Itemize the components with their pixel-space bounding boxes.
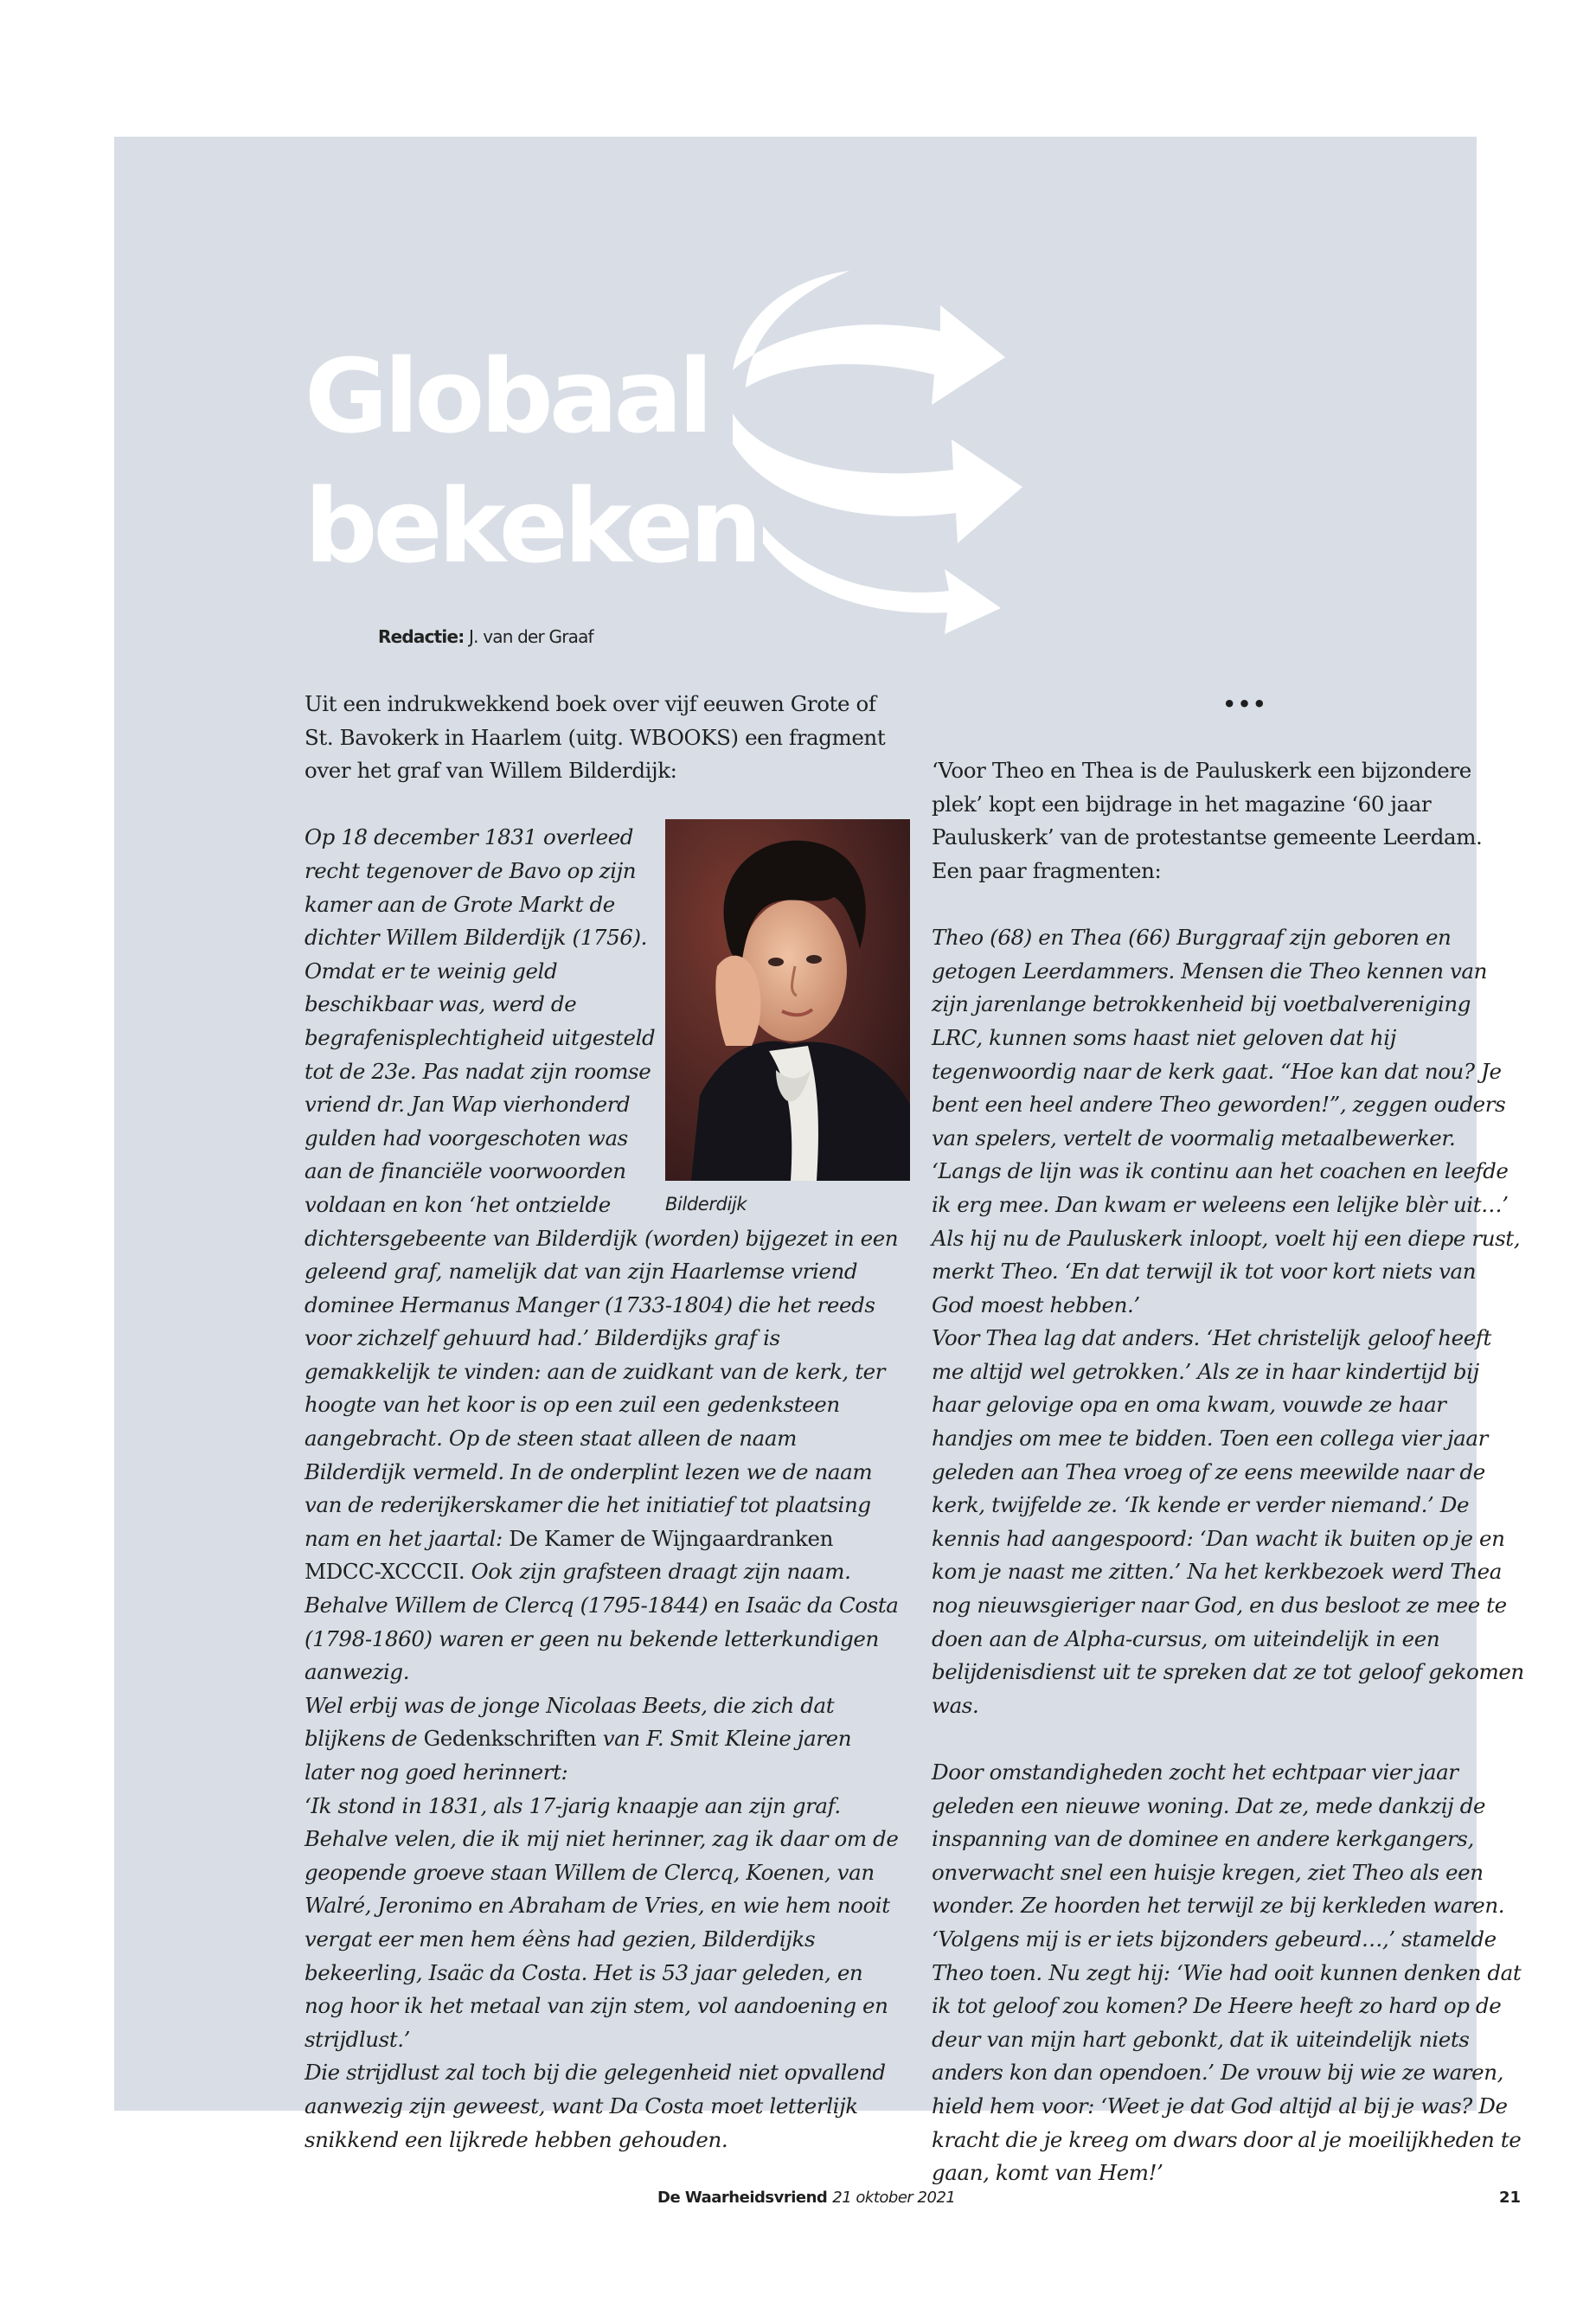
left-column [304, 688, 901, 2157]
quote-p1-part-b: Ook zijn grafsteen draagt zijn naam. Behalve Willem de Clercq (1795-1844) en Isaäc da Costa (1798-1860) waren er geen nu bekende letterkundigen aanwezig. [304, 1559, 899, 1685]
globe-arrows-icon [702, 266, 1152, 638]
content-panel [114, 137, 1524, 2186]
publication-name: De Waarheidsvriend [657, 2189, 828, 2207]
credit-name: J. van der Graaf [468, 626, 593, 647]
quote-p2-part-a: Wel erbij was de jonge Nicolaas Beets, die zich dat blijkens de [304, 1692, 835, 1752]
quote-p1-part-a: Op 18 december 1831 overleed recht tegenover de Bavo op zijn kamer aan de Grote Markt de dichter Willem Bilderdijk (1756). Omdat er te weinig geld beschikbaar was, werd de begrafenisplechtigheid uitgesteld tot de 23e. Pas nadat zijn roomse vriend dr. Jan Wap vierhonderd gulden had voorgeschoten was aan de financiële voorwoorden voldaan en kon ‘het ontzielde dichtersgebeente van Bilderdijk (worden) bijgezet in een geleend graf, namelijk dat van zijn Haarlemse vriend dominee Hermanus Manger (1733-1804) die het reeds voor zichzelf gehuurd had.’ Bilderdijks graf is gemakkelijk te vinden: aan de zuidkant van de kerk, ter hoogte van het koor is op een zuil een gedenksteen aangebracht. Op de steen staat alleen de naam Bilderdijk vermeld. In de onderplint lezen we de naam van de rederijkerskamer die het initiatief tot plaatsing nam en het jaartal: [304, 824, 899, 1551]
credit-label: Redactie: [378, 626, 465, 647]
footer-publication [657, 2189, 955, 2207]
title-line-1: Globaal [304, 336, 709, 456]
bilderdijk-portrait-image [665, 819, 910, 1181]
quote-p1-roman: De Kamer de Wijngaardranken MDCC-XCCCII. [304, 1525, 833, 1585]
quote-paragraph-3: ‘Ik stond in 1831, als 17-jarig knaapje aan zijn graf. Behalve velen, die ik mij niet herinner, zag ik daar om de geopende groeve staan Willem de Clercq, Koenen, van Walré, Jeronimo en Abraham de Vries, en wie hem nooit vergat eer men hem éèns had gezien, Bilderdijks bekeerling, Isaäc da Costa. Het is 53 jaar geleden, en nog hoor ik het metaal van zijn stem, vol aandoening en strijdlust.’ [304, 1792, 899, 2052]
left-intro: Uit een indrukwekkend boek over vijf eeuwen Grote of St. Bavokerk in Haarlem (uitg. WBOOKS) een fragment over het graf van Willem Bilderdijk: [304, 691, 886, 784]
quote-paragraph-2 [304, 1689, 901, 1790]
quote-p2-part-b: van F. Smit Kleine jaren later nog goed herinnert: [304, 1726, 852, 1785]
page-title [304, 331, 758, 591]
page-number: 21 [1499, 2189, 1522, 2207]
portrait-figure [665, 819, 910, 1217]
publication-date: 21 oktober 2021 [832, 2189, 956, 2207]
right-paragraph-1: Theo (68) en Thea (66) Burggraaf zijn geboren en getogen Leerdammers. Mensen die Theo kennen van zijn jarenlange betrokkenheid bij voetbalvereniging LRC, kunnen soms haast niet geloven dat hij tegenwoordig naar de kerk gaat. “Hoe kan dat nou? Je bent een heel andere Theo geworden!”, zeggen ouders van spelers, vertelt de voormalig metaalbewerker. ‘Langs de lijn was ik continu aan het coachen en leefde ik erg mee. Dan kwam er weleens een lelijke blèr uit…’ Als hij nu de Pauluskerk inloopt, voelt hij een diepe rust, merkt Theo. ‘En dat terwijl ik tot voor kort niets van God moest hebben.’ [932, 925, 1521, 1317]
right-column [932, 688, 1524, 2190]
section-separator: ••• [1222, 692, 1268, 716]
editor-credit [378, 626, 593, 647]
right-paragraph-3: Door omstandigheden zocht het echtpaar vier jaar geleden een nieuwe woning. Dat ze, mede dankzij de inspanning van de dominee en andere kerkgangers, onverwacht snel een huisje kregen, ziet Theo als een wonder. Ze hoorden het terwijl ze bij kerkleden waren. ‘Volgens mij is er iets bijzonders gebeurd…,’ stamelde Theo toen. Nu zegt hij: ‘Wie had ooit kunnen denken dat ik tot geloof zou komen? De Heere heeft zo hard op de deur van mijn hart gebonkt, dat ik uiteindelijk niets anders kon dan opendoen.’ De vrouw bij wie ze waren, hield hem voor: ‘Weet je dat God altijd al bij je was? De kracht die je kreeg om dwars door al je moeilijkheden te gaan, komt van Hem!’ [932, 1759, 1522, 2186]
right-paragraph-2: Voor Thea lag dat anders. ‘Het christelijk geloof heeft me altijd wel getrokken.’ Als ze in haar kindertijd bij haar gelovige opa en oma kwam, vouwde ze haar handjes om mee te bidden. Toen een collega vier jaar geleden aan Thea vroeg of ze eens meewilde naar de kerk, twijfelde ze. ‘Ik kende er verder niemand.’ De kennis had aangespoord: ‘Dan wacht ik buiten op je en kom je naast me zitten.’ Na het kerkbezoek werd Thea nog nieuwsgieriger naar God, en dus besloot ze mee te doen aan de Alpha-cursus, om uiteindelijk in een belijdenisdienst uit te spreken dat ze tot geloof gekomen was. [932, 1325, 1524, 1718]
quote-paragraph-4: Die strijdlust zal toch bij die gelegenheid niet opvallend aanwezig zijn geweest, want Da Costa moet letterlijk snikkend een lijkrede hebben gehouden. [304, 2060, 886, 2152]
quote-p2-roman: Gedenkschriften [423, 1726, 597, 1752]
title-line-2: bekeken [304, 466, 759, 586]
right-intro: ‘Voor Theo en Thea is de Pauluskerk een bijzondere plek’ kopt een bijdrage in het magazine ‘60 jaar Pauluskerk’ van de protestantse gemeente Leerdam. Een paar fragmenten: [932, 758, 1483, 883]
photo-caption: Bilderdijk [665, 1194, 747, 1215]
